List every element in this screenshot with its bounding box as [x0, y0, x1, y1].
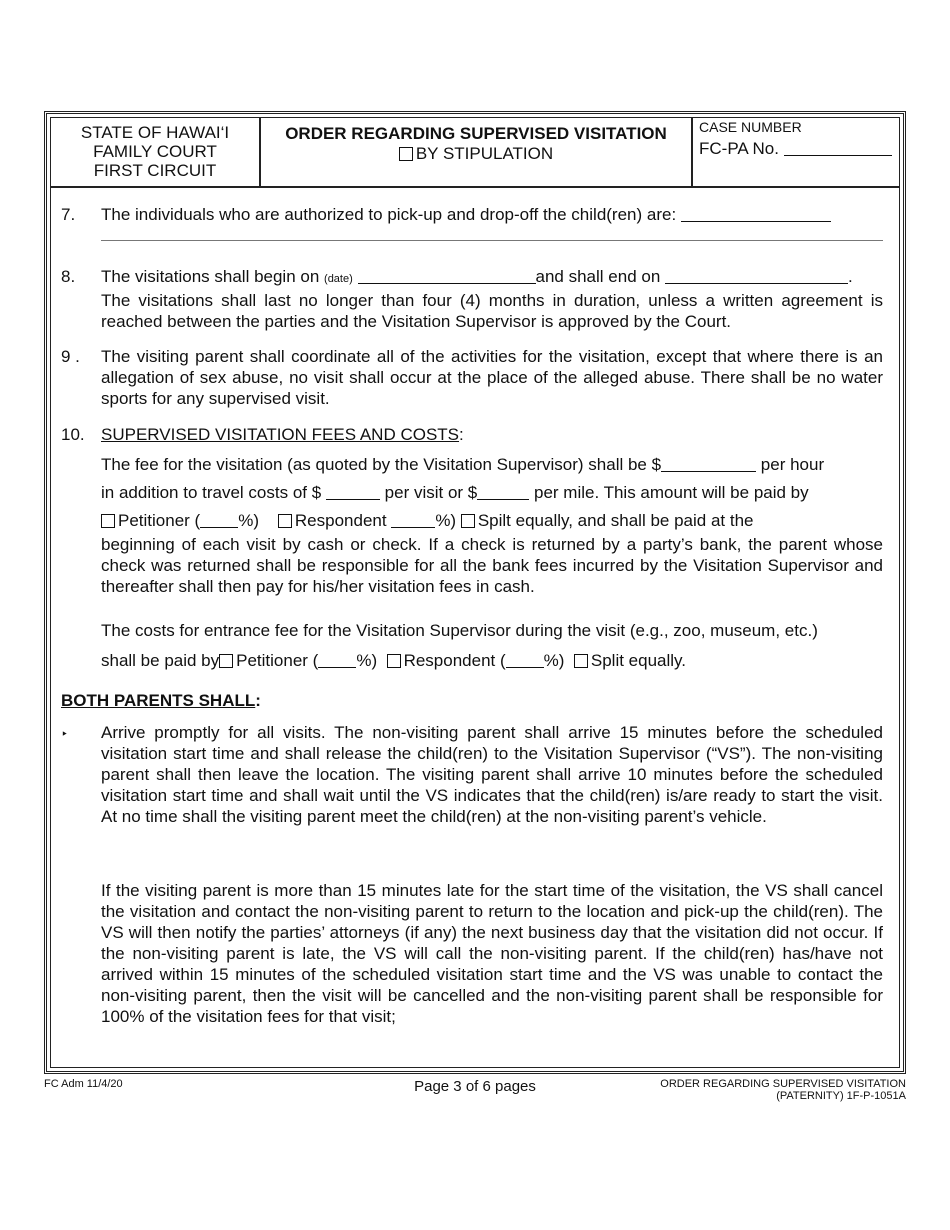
- end-date-field[interactable]: [665, 269, 848, 284]
- item-8-text: [101, 266, 883, 332]
- petitioner-label: Petitioner (: [118, 511, 201, 530]
- split-equally-label: Spilt equally, and shall be paid at the: [477, 511, 754, 530]
- travel-cost-text: in addition to travel costs of $: [101, 483, 322, 502]
- court-line-state: STATE OF HAWAI‘I: [80, 123, 230, 142]
- form-id-title: ORDER REGARDING SUPERVISED VISITATION: [660, 1078, 906, 1090]
- travel-per-mile-text: per mile. This amount will be paid by: [533, 483, 809, 502]
- item-8-period: .: [848, 267, 853, 286]
- entrance-petitioner-percent-field[interactable]: [318, 653, 356, 668]
- court-line-family: FAMILY COURT: [93, 142, 217, 161]
- hourly-fee-field[interactable]: [661, 457, 756, 472]
- travel-cost-row: [101, 482, 883, 503]
- form-inner-border: [50, 117, 900, 1068]
- item-7-text: The individuals who are authorized to pick-up and drop-off the child(ren) are:: [101, 205, 677, 224]
- entrance-petitioner-percent-close: %): [356, 651, 378, 670]
- form-id-code: (PATERNITY) 1F-P-1051A: [776, 1090, 906, 1102]
- form-header: [51, 118, 899, 188]
- form-id: [660, 1078, 906, 1102]
- entrance-respondent-label: Respondent (: [403, 651, 506, 670]
- entrance-fee-text: The costs for entrance fee for the Visitation Supervisor during the visit (e.g., zoo, museum, etc.): [101, 621, 818, 640]
- entrance-respondent-percent-close: %): [543, 651, 565, 670]
- authorized-individuals-line-2[interactable]: [101, 240, 883, 241]
- case-number-field[interactable]: [784, 141, 892, 156]
- travel-per-mile-field[interactable]: [477, 485, 529, 500]
- respondent-percent-field[interactable]: [391, 513, 435, 528]
- item-10-heading-row: [101, 424, 883, 445]
- entrance-petitioner-checkbox[interactable]: [219, 654, 233, 668]
- item-8-rest: The visitations shall last no longer than four (4) months in duration, unless a written agreement is reached between the parties and the Visitation Supervisor is approved by the Court.: [101, 291, 883, 331]
- both-parents-colon: :: [255, 691, 261, 710]
- item-8-end: and shall end on: [535, 267, 661, 286]
- late-arrival-paragraph: If the visiting parent is more than 15 minutes late for the start time of the visitation, the VS shall cancel the visitation and contact the non-visiting parent to return to the location and pick-up the child(ren). The VS will then notify the parties’ attorneys (if any) the next business day that the visitation did not occur. If the non-visiting parent is late, the VS will call the non-visiting parent. If the child(ren) has/have not arrived within 15 minutes of the scheduled visitation start time and the VS was unable to contact the non-visiting parent, then the visit will be cancelled and the non-visiting parent shall be responsible for 100% of the visitation fees for that visit;: [101, 881, 883, 1026]
- title-block: [261, 118, 693, 186]
- fees-paragraph: beginning of each visit by cash or check. If a check is returned by a party’s bank, the parent whose check was returned shall be responsible for all the bank fees incurred by the Visitation Supervisor and thereafter shall then pay for his/her visitation fees in cash.: [101, 535, 883, 596]
- bullet-icon: ‣: [61, 727, 69, 741]
- entrance-split-label: Split equally.: [590, 651, 687, 670]
- date-hint: (date): [324, 273, 353, 285]
- entrance-split-checkbox[interactable]: [574, 654, 588, 668]
- payer-row: [101, 510, 883, 531]
- item-10-number: 10.: [61, 425, 85, 444]
- case-number-row: [699, 139, 899, 159]
- petitioner-percent-field[interactable]: [200, 513, 238, 528]
- travel-per-visit-field[interactable]: [326, 485, 380, 500]
- respondent-percent-close: %): [435, 511, 457, 530]
- stipulation-row: [261, 144, 691, 164]
- item-9-text: The visiting parent shall coordinate all of the activities for the visitation, except that where there is an allegation of sex abuse, no visit shall occur at the place of the alleged abuse. There shall be no water sports for any supervised visit.: [101, 347, 883, 408]
- page-number: Page 3 of 6 pages: [414, 1078, 536, 1095]
- item-7-text-row: [101, 204, 883, 225]
- fees-heading-colon: :: [459, 425, 464, 444]
- form-page: [44, 111, 906, 1074]
- petitioner-percent-close: %): [238, 511, 259, 530]
- item-9-number: 9 .: [61, 347, 80, 366]
- case-number-block: [693, 118, 899, 186]
- begin-date-field[interactable]: [358, 269, 536, 284]
- court-line-circuit: FIRST CIRCUIT: [93, 161, 217, 180]
- hourly-fee-text: The fee for the visitation (as quoted by the Visitation Supervisor) shall be $: [101, 455, 662, 474]
- entrance-respondent-checkbox[interactable]: [387, 654, 401, 668]
- court-block: [51, 118, 261, 186]
- stipulation-checkbox[interactable]: [399, 147, 413, 161]
- respondent-label: Respondent: [294, 511, 387, 530]
- entrance-respondent-percent-field[interactable]: [506, 653, 544, 668]
- both-parents-heading-row: [61, 690, 261, 711]
- case-number-prefix: FC-PA No.: [699, 139, 779, 158]
- stipulation-label: BY STIPULATION: [415, 144, 554, 163]
- entrance-payer-row: [101, 650, 883, 671]
- item-8-number: 8.: [61, 267, 76, 286]
- form-revision: FC Adm 11/4/20: [44, 1078, 123, 1090]
- case-number-label: CASE NUMBER: [699, 119, 802, 135]
- hourly-fee-unit: per hour: [760, 455, 825, 474]
- split-equally-checkbox[interactable]: [461, 514, 475, 528]
- hourly-fee-row: [101, 454, 883, 475]
- arrive-promptly-paragraph: Arrive promptly for all visits. The non-visiting parent shall arrive 15 minutes before the scheduled visitation start time and shall release the child(ren) to the Visitation Supervisor (“VS”). The non-visiting parent shall then leave the location. The visiting parent shall arrive 10 minutes before the scheduled visitation start time and shall wait until the VS indicates that the child(ren) is/are ready to start the visit. At no time shall the visiting parent meet the child(ren) at the non-visiting parent’s vehicle.: [101, 723, 883, 826]
- authorized-individuals-field[interactable]: [681, 207, 831, 222]
- fees-heading: SUPERVISED VISITATION FEES AND COSTS: [101, 425, 460, 444]
- both-parents-heading: BOTH PARENTS SHALL: [61, 691, 256, 710]
- travel-per-visit-text: per visit or $: [384, 483, 478, 502]
- item-7-number: 7.: [61, 205, 76, 224]
- entrance-petitioner-label: Petitioner (: [236, 651, 319, 670]
- respondent-checkbox[interactable]: [278, 514, 292, 528]
- entrance-paid-by: shall be paid by: [101, 651, 220, 670]
- item-8-begin: The visitations shall begin on: [101, 267, 320, 286]
- form-title: ORDER REGARDING SUPERVISED VISITATION: [285, 124, 667, 143]
- petitioner-checkbox[interactable]: [101, 514, 115, 528]
